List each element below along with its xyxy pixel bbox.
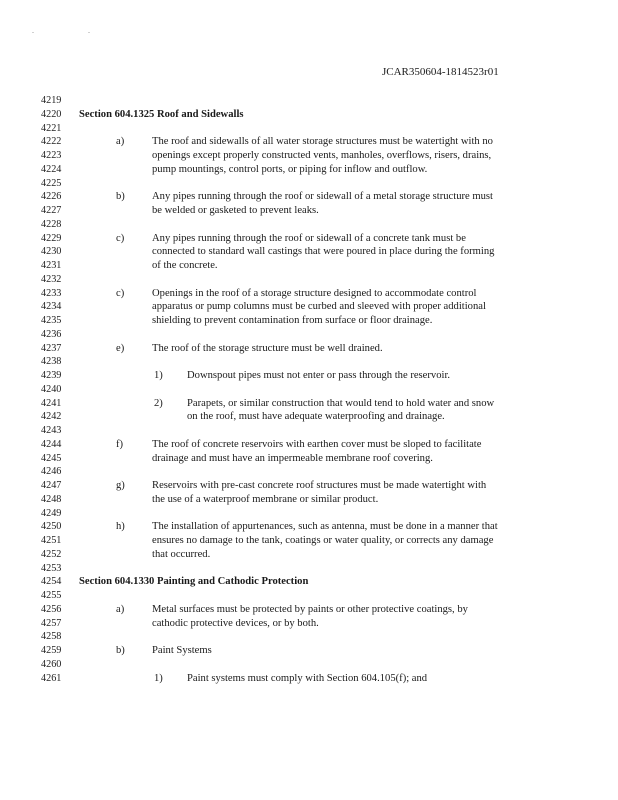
line-number: 4253: [41, 562, 62, 574]
item-label: 2): [154, 397, 163, 409]
line-number: 4229: [41, 232, 62, 244]
document-line: [0, 383, 618, 397]
item-label: g): [116, 480, 125, 491]
line-number: 4244: [41, 438, 62, 450]
document-id: JCAR350604-1814523r01: [382, 66, 499, 78]
line-text: be welded or gasketed to prevent leaks.: [152, 205, 319, 216]
line-number: 4241: [41, 397, 62, 409]
document-line: [0, 617, 618, 631]
item-label: c): [116, 232, 125, 244]
scan-marks: . .: [32, 26, 116, 35]
document-line: [0, 342, 618, 356]
line-number: 4239: [41, 370, 62, 381]
document-line: [0, 548, 618, 562]
line-number: 4259: [41, 645, 62, 656]
document-line: [0, 658, 618, 672]
item-label: h): [116, 521, 125, 533]
document-line: [0, 259, 618, 273]
line-number: 4245: [41, 452, 62, 464]
line-number: 4250: [41, 521, 62, 533]
line-number: 4240: [41, 383, 62, 395]
line-number: 4247: [41, 480, 62, 491]
document-body: [0, 94, 618, 685]
document-line: [0, 245, 618, 259]
line-number: 4227: [41, 205, 62, 216]
item-label: 1): [154, 672, 163, 684]
line-number: 4234: [41, 301, 62, 313]
line-number: 4255: [41, 590, 62, 601]
section-heading: Section 604.1325 Roof and Sidewalls: [79, 108, 244, 120]
line-text: The roof of concrete reservoirs with earthen cover must be sloped to facilitate: [152, 438, 482, 450]
document-line: [0, 300, 618, 314]
line-text: drainage and must have an impermeable membrane roof covering.: [152, 452, 433, 464]
line-text: ensures no damage to the tank, coatings or water quality, or corrects any damage: [152, 535, 494, 546]
line-number: 4232: [41, 273, 62, 285]
line-number: 4252: [41, 548, 62, 560]
line-number: 4254: [41, 576, 62, 588]
document-line: [0, 328, 618, 342]
line-text: on the roof, must have adequate waterproofing and drainage.: [187, 411, 445, 423]
item-label: a): [116, 136, 125, 148]
line-text: cathodic protective devices, or by both.: [152, 617, 319, 629]
line-text: of the concrete.: [152, 260, 218, 271]
line-number: 4223: [41, 150, 62, 161]
line-number: 4246: [41, 466, 62, 478]
line-number: 4260: [41, 658, 62, 670]
document-line: [0, 630, 618, 644]
item-label: f): [116, 438, 124, 450]
line-text: Paint systems must comply with Section 604.105(f); and: [187, 672, 428, 684]
section-heading: Section 604.1330 Painting and Cathodic Protection: [79, 576, 309, 588]
line-text: Reservoirs with pre-cast concrete roof structures must be made watertight with: [152, 480, 487, 491]
line-number: 4249: [41, 507, 62, 519]
line-text: The roof and sidewalls of all water storage structures must be watertight with no: [152, 136, 493, 148]
line-number: 4220: [41, 108, 62, 120]
document-line: [0, 314, 618, 328]
line-text: connected to standard wall castings that were poured in place during the forming: [152, 246, 495, 258]
line-number: 4221: [41, 122, 62, 134]
document-line: [0, 520, 618, 534]
line-text: Paint Systems: [152, 645, 212, 656]
document-line: [0, 534, 618, 548]
line-number: 4256: [41, 603, 62, 615]
line-number: 4230: [41, 246, 62, 258]
document-line: [0, 452, 618, 466]
document-line: [0, 589, 618, 603]
line-text: The installation of appurtenances, such as antenna, must be done in a manner that: [152, 521, 498, 533]
line-number: 4251: [41, 535, 62, 546]
line-text: The roof of the storage structure must be well drained.: [152, 342, 383, 354]
line-number: 4261: [41, 672, 62, 684]
document-line: [0, 94, 618, 108]
item-label: c): [116, 287, 125, 299]
document-line: [0, 163, 618, 177]
line-number: 4231: [41, 260, 62, 271]
line-text: apparatus or pump columns must be curbed and sleeved with proper additional: [152, 301, 486, 313]
item-label: b): [116, 191, 125, 203]
document-line: [0, 232, 618, 246]
line-number: 4228: [41, 218, 62, 230]
line-number: 4243: [41, 425, 62, 436]
line-number: 4236: [41, 328, 62, 340]
document-line: [0, 135, 618, 149]
document-line: [0, 108, 618, 122]
document-line: [0, 122, 618, 136]
document-line: [0, 273, 618, 287]
line-number: 4257: [41, 617, 62, 629]
line-number: 4233: [41, 287, 62, 299]
line-text: Any pipes running through the roof or sidewall of a concrete tank must be: [152, 232, 466, 244]
document-line: [0, 438, 618, 452]
line-number: 4222: [41, 136, 62, 148]
line-text: shielding to prevent contamination from surface or floor drainage.: [152, 315, 433, 326]
document-line: [0, 355, 618, 369]
item-label: e): [116, 342, 125, 354]
document-line: [0, 218, 618, 232]
line-text: Openings in the roof of a storage structure designed to accommodate control: [152, 287, 477, 299]
document-line: [0, 644, 618, 658]
line-number: 4219: [41, 95, 62, 106]
document-line: [0, 493, 618, 507]
document-line: [0, 465, 618, 479]
line-number: 4224: [41, 163, 62, 175]
line-number: 4226: [41, 191, 62, 203]
line-number: 4237: [41, 342, 62, 354]
line-text: Downspout pipes must not enter or pass through the reservoir.: [187, 370, 451, 381]
document-line: [0, 149, 618, 163]
line-text: the use of a waterproof membrane or similar product.: [152, 493, 379, 505]
item-label: a): [116, 603, 125, 615]
line-number: 4235: [41, 315, 62, 326]
line-text: Metal surfaces must be protected by paints or other protective coatings, by: [152, 603, 468, 615]
line-number: 4242: [41, 411, 62, 423]
document-line: [0, 562, 618, 576]
line-number: 4225: [41, 177, 62, 189]
line-text: pump mountings, control ports, or piping for inflow and outflow.: [152, 163, 428, 175]
item-label: b): [116, 645, 125, 656]
document-line: [0, 507, 618, 521]
document-line: [0, 479, 618, 493]
line-text: openings except properly constructed vents, manholes, overflows, risers, drains,: [152, 150, 492, 161]
line-number: 4248: [41, 493, 62, 505]
document-line: [0, 190, 618, 204]
document-line: [0, 575, 618, 589]
document-line: [0, 287, 618, 301]
document-line: [0, 424, 618, 438]
line-text: Parapets, or similar construction that would tend to hold water and snow: [187, 397, 495, 409]
line-number: 4238: [41, 356, 62, 368]
document-line: [0, 410, 618, 424]
item-label: 1): [154, 370, 163, 381]
document-line: [0, 397, 618, 411]
document-line: [0, 672, 618, 686]
line-text: that occurred.: [152, 548, 211, 560]
line-number: 4258: [41, 631, 62, 643]
document-line: [0, 177, 618, 191]
document-line: [0, 603, 618, 617]
line-text: Any pipes running through the roof or sidewall of a metal storage structure must: [152, 191, 493, 203]
document-line: [0, 204, 618, 218]
document-line: [0, 369, 618, 383]
